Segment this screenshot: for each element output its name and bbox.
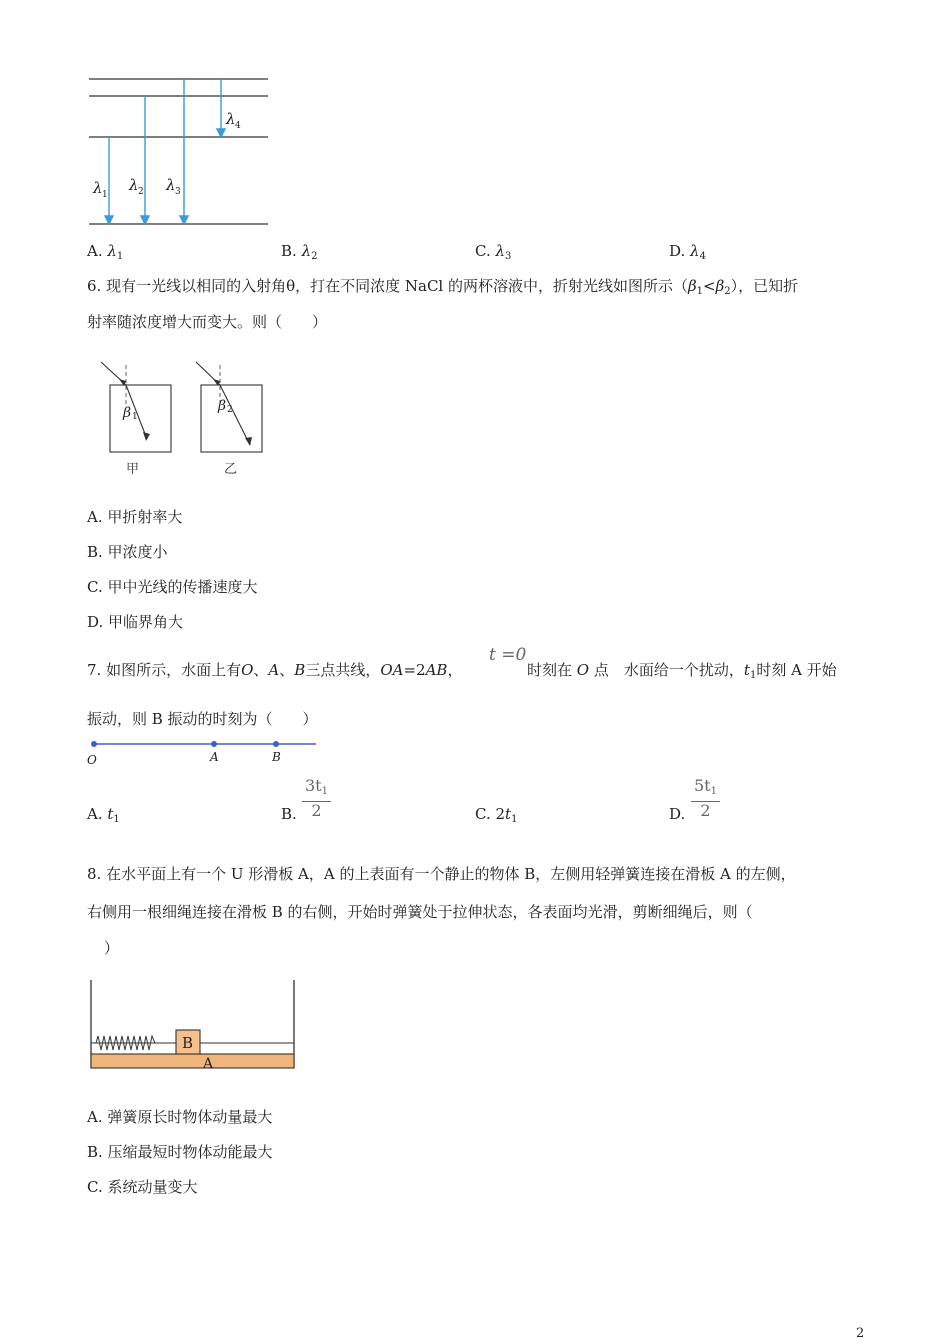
q7-option-c: C. $2t_1$	[475, 805, 518, 825]
point-b-label: B	[272, 750, 281, 764]
svg-text:1: 1	[102, 190, 108, 200]
q6-stem-line1: 6. 现有一光线以相同的入射角θ，打在不同浓度 NaCl 的两杯溶液中，折射光线如图所示$(\beta_1<\beta_2)$，已知折	[87, 277, 799, 297]
svg-text:2: 2	[138, 187, 144, 197]
q8-stem-line2: 右侧用一根细绳连接在滑板 B 的右侧，开始时弹簧处于拉伸状态，各表面均光滑，剪断细绳后，则（	[87, 903, 753, 921]
label-yi: 乙	[224, 462, 238, 477]
q8-stem-line3: ）	[104, 939, 120, 957]
lambda3-label: λ	[166, 176, 176, 194]
refraction-diagram	[90, 355, 280, 480]
q7-option-d-fraction: $\frac{5t_1}{2}$	[691, 777, 720, 820]
label-jia: 甲	[126, 462, 140, 477]
q7-option-b-fraction: $\frac{3t_1}{2}$	[302, 777, 331, 820]
lambda1-label: λ	[93, 179, 103, 197]
board-a-label: A	[203, 1056, 214, 1072]
q6-option-d: D. 甲临界角大	[87, 613, 184, 631]
beta2-label: β	[218, 398, 227, 414]
q7-stem-line1: 7. 如图所示，水面上有O、A、B三点共线，OA=2AB，	[87, 661, 463, 679]
svg-text:2: 2	[227, 405, 233, 415]
oab-line-diagram	[84, 734, 324, 770]
u-board-diagram	[86, 975, 301, 1075]
svg-text:1: 1	[132, 412, 138, 422]
q6-option-b: B. 甲浓度小	[87, 543, 168, 561]
q6-stem-line2: 射率随浓度增大而变大。则（ ）	[87, 313, 328, 331]
q7-stem-line1-cont: 时刻在 O 点 水面给一个扰动，$t_1$时刻 A 开始	[527, 661, 837, 681]
beta1-label: β	[123, 405, 132, 421]
q8-option-a: A. 弹簧原长时物体动量最大	[87, 1108, 273, 1126]
page-number: 2	[856, 1326, 865, 1341]
lambda2-label: λ	[129, 176, 139, 194]
q7-stem-line2: 振动，则 B 振动的时刻为（ ）	[87, 710, 318, 728]
point-o-label: O	[87, 753, 97, 767]
q5-option-a: A. $\lambda_1$	[87, 242, 124, 262]
svg-text:4: 4	[235, 121, 241, 131]
t-zero-expression: t =0	[489, 645, 527, 665]
q5-option-c: C. $\lambda_3$	[475, 242, 512, 262]
svg-text:3: 3	[175, 187, 181, 197]
q7-option-a: A. $t_1$	[87, 805, 120, 825]
q5-option-d: D. $\lambda_4$	[669, 242, 706, 262]
q8-option-c: C. 系统动量变大	[87, 1178, 198, 1196]
q6-option-a: A. 甲折射率大	[87, 508, 183, 526]
q7-option-d-letter: D.	[669, 805, 686, 823]
energy-level-diagram	[80, 68, 280, 233]
lambda4-label: λ	[226, 110, 236, 128]
point-a-label: A	[210, 750, 219, 764]
q8-option-b: B. 压缩最短时物体动能最大	[87, 1143, 273, 1161]
q8-stem-line1: 8. 在水平面上有一个 U 形滑板 A，A 的上表面有一个静止的物体 B，左侧用轻弹簧连接在滑板 A 的左侧，	[87, 865, 796, 883]
q7-option-b-letter: B.	[281, 805, 297, 823]
block-b-label: B	[182, 1034, 194, 1052]
q5-option-b: B. $\lambda_2$	[281, 242, 318, 262]
q6-option-c: C. 甲中光线的传播速度大	[87, 578, 258, 596]
